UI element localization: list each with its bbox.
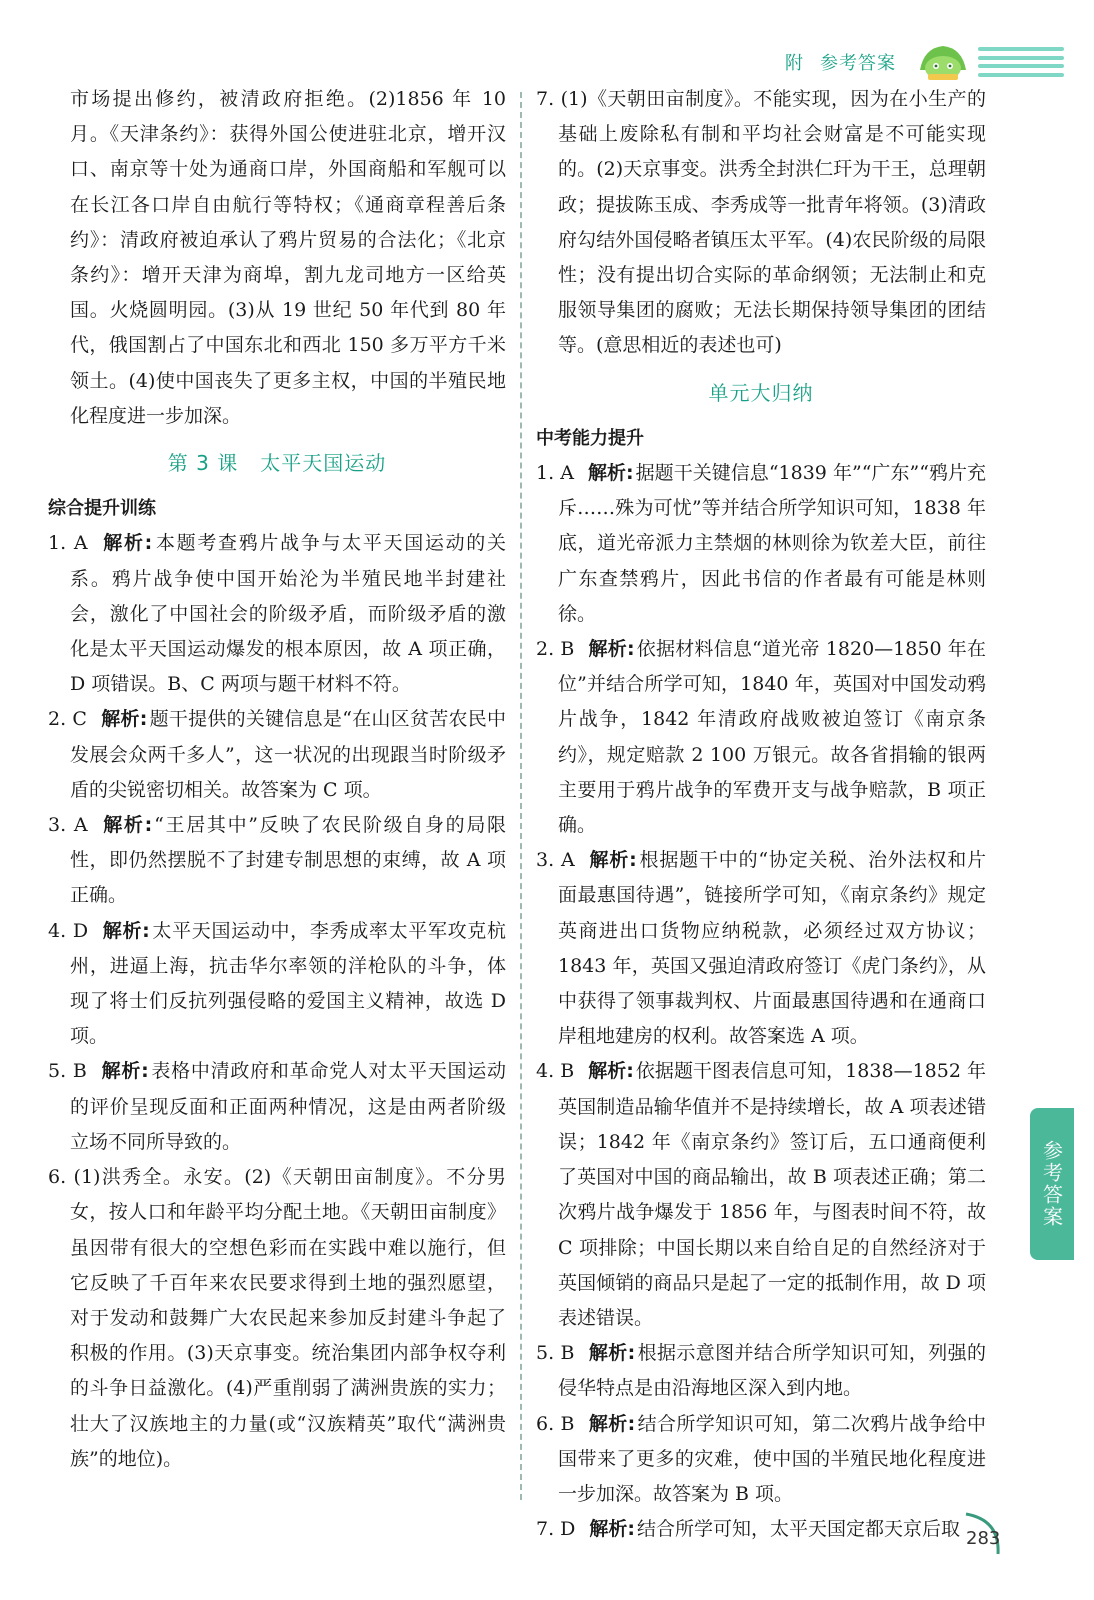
answer-item (48, 1054, 506, 1160)
left-column (48, 82, 506, 1477)
answer-item (48, 526, 506, 702)
answer-text: 依据材料信息“道光帝 1820—1850 年在位”并结合所学可知，1840 年，英国对中国发动鸦片战争，1842 年清政府战败被迫签订《南京条约》，规定赔款 2 100 万银元。故各省捐输的银两主要用于鸦片战争的军费开支与战争赔款，B 项正确。 (558, 638, 986, 837)
answer-item (48, 808, 506, 914)
answer-number: 6. B (536, 1412, 575, 1435)
answer-text: 根据示意图并结合所学知识可知，列强的侵华特点是由沿海地区深入到内地。 (558, 1342, 986, 1400)
analysis-label: 解析: (101, 814, 153, 837)
subhead-training: 综合提升训练 (48, 498, 156, 520)
answer-number: 4. D (48, 919, 89, 942)
analysis-label: 解析: (588, 1060, 634, 1083)
analysis-label: 解析: (588, 1342, 636, 1365)
answer-number: 5. B (536, 1342, 575, 1365)
analysis-label: 解析: (588, 638, 635, 661)
left-intro-text: 市场提出修约，被清政府拒绝。(2)1856 年 10 月。《天津条约》：获得外国公使进驻北京，增开汉口、南京等十处为通商口岸，外国商船和军舰可以在长江各口岸自由航行等特权；《通商章程善后条约》：清政府被迫承认了鸦片贸易的合法化；《北京条约》：增开天津为商埠，割九龙司地方一区给英国。火烧圆明园。(3)从 19 世纪 50 年代到 80 年代，俄国割占了中国东北和西北 150 多万平方千米领土。(4)使中国丧失了更多主权，中国的半殖民地化程度进一步加深。 (70, 88, 506, 427)
analysis-label: 解析: (101, 532, 153, 555)
analysis-label: 解析: (100, 708, 148, 731)
answer-item (536, 82, 986, 364)
answer-text: 题干提供的关键信息是“在山区贫苦农民中发展会众两千多人”，这一状况的出现跟当时阶级矛盾的尖锐密切相关。故答案为 C 项。 (70, 708, 506, 801)
answer-number: 1. A (536, 462, 574, 485)
section-title-unit-summary: 单元大归纳 (708, 380, 814, 405)
right-column (536, 82, 986, 1547)
answer-number: 1. A (48, 532, 88, 555)
analysis-label: 解析: (588, 1412, 636, 1435)
answer-number: 4. B (536, 1060, 575, 1083)
answer-number: 7. D (536, 1518, 576, 1541)
answer-text: 太平天国运动中，李秀成率太平军攻克杭州，进逼上海，抗击华尔率领的洋枪队的斗争，体现了将士们反抗列强侵略的爱国主义精神，故选 D 项。 (70, 919, 506, 1048)
answer-number: 3. A (48, 814, 88, 837)
answer-number: 7. (536, 88, 555, 110)
answer-item (536, 456, 986, 632)
answer-text: “王居其中”反映了农民阶级自身的局限性，即仍然摆脱不了封建专制思想的束缚，故 A 项正确。 (70, 814, 506, 907)
answer-item (536, 843, 986, 1054)
analysis-label: 解析: (588, 849, 637, 872)
page-header (785, 40, 1064, 84)
header-appendix: 附 (785, 53, 804, 74)
section-title-lesson3 (48, 446, 506, 481)
page-number: 283 (966, 1528, 1001, 1549)
header-answers: 参考答案 (820, 53, 896, 74)
lesson-name: 太平天国运动 (260, 451, 387, 476)
answer-item (48, 702, 506, 808)
answer-text: 根据题干中的“协定关税、治外法权和片面最惠国待遇”，链接所学可知，《南京条约》规定英商进出口货物应纳税款，必须经过双方协议；1843 年，英国又强迫清政府签订《虎门条约》，从中获得了领事裁判权、片面最惠国待遇和在通商口岸租地建房的权利。故答案选 A 项。 (558, 849, 986, 1048)
header-stripes (978, 47, 1064, 77)
subhead-exam: 中考能力提升 (536, 427, 644, 449)
header-label (785, 49, 896, 75)
analysis-label: 解析: (589, 1518, 636, 1541)
analysis-label: 解析: (102, 919, 150, 942)
answer-text: 据题干关键信息“1839 年”“广东”“鸦片充斥……殊为可忧”等并结合所学知识可知，1838 年底，道光帝派力主禁烟的林则徐为钦差大臣，前往广东查禁鸦片，因此书信的作者最有可能是林则徐。 (558, 462, 986, 625)
mascot-logo-icon (914, 40, 972, 84)
analysis-label: 解析: (587, 462, 634, 485)
answer-text: 结合所学可知，太平天国定都天京后取 (637, 1518, 961, 1541)
answer-number: 3. A (536, 849, 575, 872)
answer-item (536, 1054, 986, 1336)
answer-item (536, 632, 986, 843)
side-tab-answers: 参考答案 (1030, 1108, 1074, 1260)
answer-text: 依据题干图表信息可知，1838—1852 年英国制造品输华值并不是持续增长，故 A 项表述错误；1842 年《南京条约》签订后，五口通商便利了英国对中国的商品输出，故 B 项表述正确；第二次鸦片战争爆发于 1856 年，与图表时间不符，故 C 项排除；中国长期以来自给自足的自然经济对于英国倾销的商品只是起了一定的抵制作用，故 D 项表述错误。 (558, 1060, 986, 1329)
answer-item (536, 1407, 986, 1513)
answer-number: 2. B (536, 638, 575, 661)
answer-item (48, 1160, 506, 1477)
answer-text: 本题考查鸦片战争与太平天国运动的关系。鸦片战争使中国开始沦为半殖民地半封建社会，激化了中国社会的阶级矛盾，而阶级矛盾的激化是太平天国运动爆发的根本原因，故 A 项正确，D 项错误。B、C 两项与题干材料不符。 (70, 532, 506, 696)
answer-text: (1)洪秀全。永安。(2)《天朝田亩制度》。不分男女，按人口和年龄平均分配土地。《天朝田亩制度》虽因带有很大的空想色彩而在实践中难以施行，但它反映了千百年来农民要求得到土地的强烈愿望，对于发动和鼓舞广大农民起来参加反封建斗争起了积极的作用。(3)天京事变。统治集团内部争权夺利的斗争日益激化。(4)严重削弱了满洲贵族的实力；壮大了汉族地主的力量(或“汉族精英”取代“满洲贵族”的地位)。 (70, 1166, 506, 1470)
answer-item (536, 1336, 986, 1406)
answer-number: 5. B (48, 1060, 87, 1083)
answer-text: (1)《天朝田亩制度》。不能实现，因为在小生产的基础上废除私有制和平均社会财富是不可能实现的。(2)天京事变。洪秀全封洪仁玕为干王，总理朝政；提拔陈玉成、李秀成等一批青年将领。(3)清政府勾结外国侵略者镇压太平军。(4)农民阶级的局限性；没有提出切合实际的革命纲领；无法制止和克服领导集团的腐败；无法长期保持领导集团的团结等。(意思相近的表述也可) (558, 88, 986, 357)
analysis-label: 解析: (100, 1060, 149, 1083)
column-divider (520, 92, 522, 1500)
answer-number: 2. C (48, 708, 87, 731)
answer-text: 表格中清政府和革命党人对太平天国运动的评价呈现反面和正面两种情况，这是由两者阶级立场不同所导致的。 (70, 1060, 506, 1153)
answer-item (536, 1512, 986, 1547)
answer-item (48, 914, 506, 1055)
answer-text: 结合所学知识可知，第二次鸦片战争给中国带来了更多的灾难，使中国的半殖民地化程度进一步加深。故答案为 B 项。 (558, 1412, 986, 1505)
lesson-number: 第 3 课 (167, 451, 239, 476)
answer-number: 6. (48, 1166, 67, 1189)
